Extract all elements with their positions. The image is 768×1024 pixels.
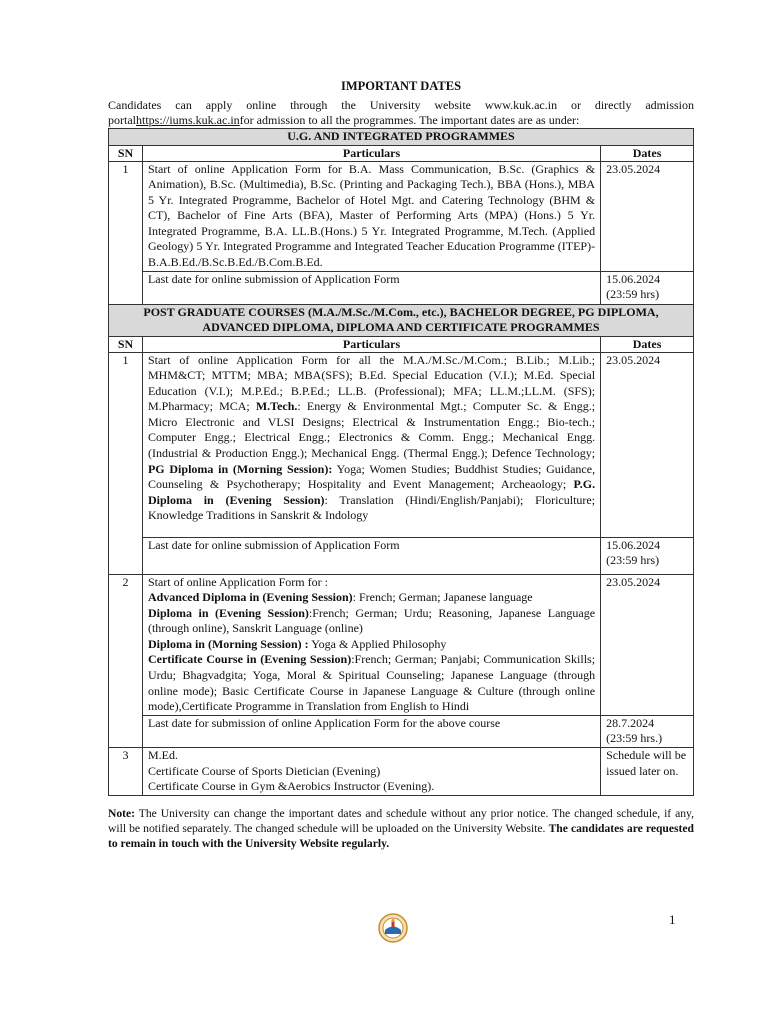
pg-section-header-row: [109, 304, 694, 336]
bold-segment: Diploma in (Morning Session) :: [147, 636, 309, 651]
row-date: [601, 715, 694, 747]
note-label: Note:: [108, 807, 136, 820]
text-line: Certificate Course of Sports Dietician (Evening): [147, 763, 381, 778]
table-row: [109, 574, 694, 715]
row-sn: 3: [109, 748, 143, 796]
text-segment: Yoga & Applied Philosophy: [308, 636, 447, 651]
row-date: [601, 537, 694, 574]
note-paragraph: [108, 806, 694, 851]
row-sn: 1: [109, 161, 143, 304]
text-segment: : French; German; Japanese language: [352, 590, 533, 605]
bold-segment: M.Tech.: [255, 399, 298, 414]
pg-column-header-row: [109, 336, 694, 352]
text-segment: Yoga; Women Studies; Buddhist Studies; Guidance, Counseling & Psychotherapy; Hospitality and Event Management; Archeaology;: [147, 461, 596, 492]
admission-portal-link[interactable]: https://iums.kuk.ac.in: [136, 112, 240, 127]
page-number: 1: [669, 912, 676, 927]
column-header-sn: SN: [109, 145, 143, 161]
table-row: [109, 537, 694, 574]
note-bold-text: The candidates are requested to remain in touch with the University Website regularly.: [108, 822, 694, 850]
time-value: (23:59 hrs): [606, 287, 660, 302]
pg-section-heading: [109, 304, 694, 336]
important-dates-table: [108, 128, 694, 796]
text-line: [148, 606, 595, 637]
bold-segment: Certificate Course in (Evening Session): [147, 652, 352, 667]
ug-section-header-row: [109, 129, 694, 146]
ug-column-header-row: [109, 145, 694, 161]
text-line: [148, 652, 595, 714]
pg-heading-line-1: POST GRADUATE COURSES (M.A./M.Sc./M.Com., etc.), BACHELOR DEGREE, PG DIPLOMA,: [143, 304, 659, 319]
intro-line-2: [108, 113, 694, 128]
text-line: [148, 590, 595, 606]
date-value: 15.06.2024: [606, 271, 661, 286]
row-particulars: Start of online Application Form for B.A. Mass Communication, B.Sc. (Graphics & Animation), B.Sc. (Multimedia), B.Sc. (Printing and Packaging Tech.), BBA (Hons.), MBA 5 Yr. Integrated Programme, Bachelor of Hotel Mgt. and Catering Technology (BHM & CT), Bachelor of Fine Arts (BFA), Master of Performing Arts (MPA) (Hons.) 5 Yr. Integrated Programme, B.A. LL.B.(Hons.) 5 Yr. Integrated Programme, M.Tech. (Applied Geology) 5 Yr. Integrated Programme and Integrated Teacher Education Programme (ITEP)-B.A.B.Ed./B.Sc.B.Ed./B.Com.B.Ed.: [142, 161, 600, 271]
row-particulars: Last date for online submission of Application Form: [142, 271, 600, 304]
row-sn: 2: [109, 574, 143, 748]
column-header-sn: SN: [109, 336, 143, 352]
text-segment: : Energy & Environmental Mgt.; Computer Sc. & Engg.; Micro Electronic and VLSI Designs; Electrical & Instrumentation Engg.; Bio-tech.; Computer Engg.; Electrical Engg.; Electronics & Comm. Engg.; Mechanical Engg. (Industrial & Production Engg.); Mechanical Engg. (Thermal Engg.); Defence Technology;: [147, 399, 596, 461]
table-row: [109, 271, 694, 304]
column-header-particulars: Particulars: [142, 145, 600, 161]
date-value: 28.7.2024: [606, 715, 655, 730]
column-header-dates: Dates: [601, 336, 694, 352]
column-header-particulars: Particulars: [142, 336, 600, 352]
row-particulars: [142, 352, 600, 537]
row-particulars: Last date for online submission of Application Form: [142, 537, 600, 574]
text-segment: Start of online Application Form for all the M.A./M.Sc./M.Com.; B.Lib.; M.Lib.; MHM&CT; MTTM; MBA; MBA(SFS); B.Ed. Special Education (V.I.); M.Ed. Special Education (V.I.); M.P.Ed.; B.P.Ed.; LL.B. (Professional); MFA; LL.M.;LL.M. (SFS); M.Pharmacy; MCA;: [147, 352, 596, 414]
intro-portal-text: portal: [108, 112, 136, 127]
row-date: [601, 271, 694, 304]
table-row: [109, 161, 694, 271]
pg-heading-line-2: ADVANCED DIPLOMA, DIPLOMA AND CERTIFICATE PROGRAMMES: [202, 320, 600, 334]
university-seal-icon: [378, 913, 408, 943]
bold-segment: Advanced Diploma in (Evening Session): [147, 590, 353, 605]
date-value: 15.06.2024: [606, 537, 661, 552]
text-segment: : Translation (Hindi/English/Panjabi); Floriculture; Knowledge Traditions in Sanskrit & Indology: [147, 492, 596, 523]
row-date: 23.05.2024: [601, 352, 694, 537]
bold-segment: P.G. Diploma in (Evening Session): [147, 477, 596, 507]
note-text: The University can change the important dates and schedule without any prior notice. The changed schedule, if any, will be notified separately. The changed schedule will be uploaded on the University Website.: [108, 807, 694, 835]
column-header-dates: Dates: [601, 145, 694, 161]
time-value: (23:59 hrs): [606, 553, 660, 568]
text-line: Start of online Application Form for :: [147, 574, 328, 589]
row-particulars: [142, 574, 600, 715]
page-title: IMPORTANT DATES: [340, 79, 462, 93]
table-row: [109, 715, 694, 747]
intro-line-1: Candidates can apply online through the University website www.kuk.ac.in or directly admission: [108, 98, 694, 112]
text-line: [148, 637, 595, 653]
ug-section-heading: U.G. AND INTEGRATED PROGRAMMES: [109, 129, 694, 146]
time-value: (23:59 hrs.): [606, 731, 663, 746]
row-particulars: Last date for submission of online Application Form for the above course: [142, 715, 600, 747]
row-sn: 1: [109, 352, 143, 574]
row-date: 23.05.2024: [601, 161, 694, 271]
intro-suffix-text: for admission to all the programmes. The important dates are as under:: [239, 112, 580, 127]
row-particulars: [142, 748, 600, 796]
text-line: M.Ed.: [147, 748, 178, 763]
text-segment: :French; German; Urdu; Reasoning, Japanese Language (through online), Sanskrit Language (online): [147, 605, 596, 636]
row-date: 23.05.2024: [601, 574, 694, 715]
intro-paragraph: [108, 98, 694, 127]
table-row: [109, 352, 694, 537]
bold-segment: PG Diploma in (Morning Session):: [147, 461, 333, 476]
bold-segment: Diploma in (Evening Session): [147, 605, 309, 620]
text-segment: :French; German; Panjabi; Communication Skills; Urdu; Bhagvadgita; Yoga, Moral & Spiritual Counseling; Japanese Language (through online mode); Basic Certificate Course in Japanese Language & Culture (through online mode),Certificate Programme in Translation from English to Hindi: [147, 652, 596, 714]
table-row: [109, 748, 694, 796]
text-line: Certificate Course in Gym &Aerobics Instructor (Evening).: [147, 779, 435, 794]
row-date: Schedule will be issued later on.: [601, 748, 694, 796]
